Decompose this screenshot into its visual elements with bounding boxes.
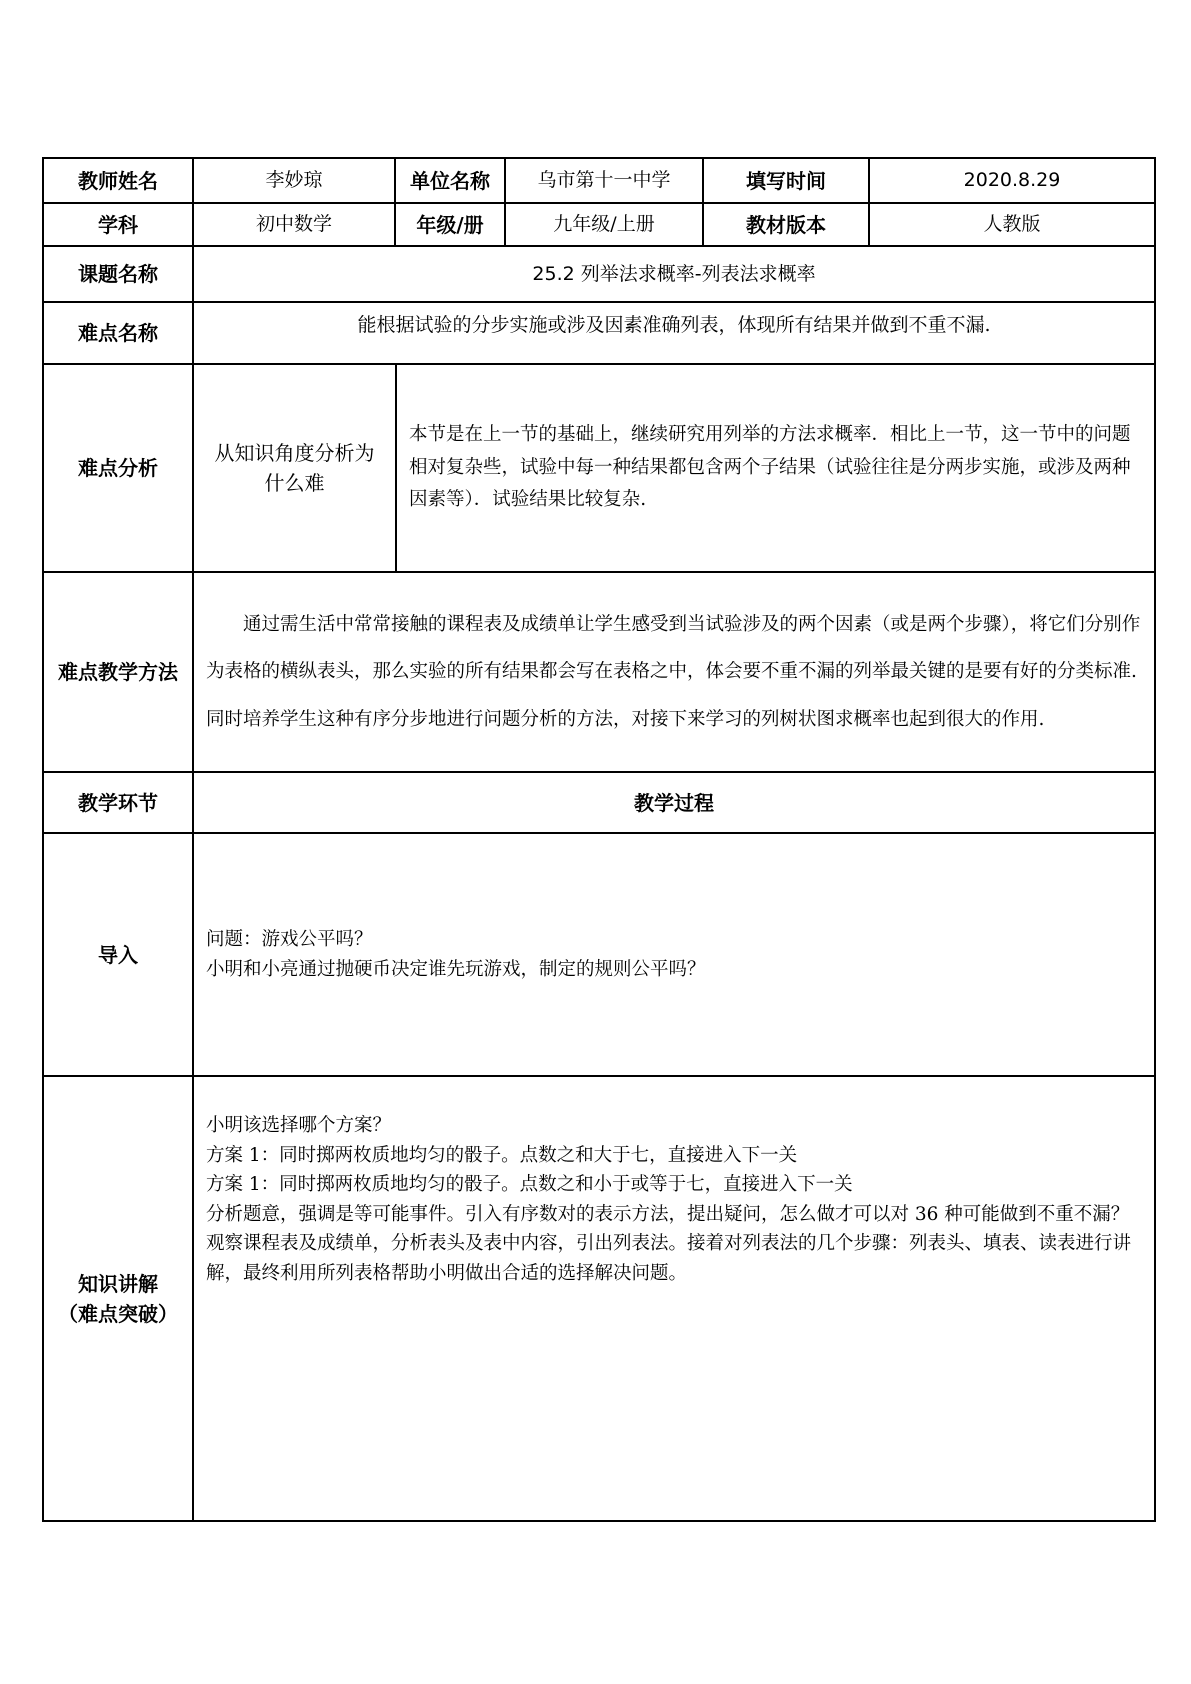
difficulty-label: 难点名称 xyxy=(44,303,194,363)
teacher-label: 教师姓名 xyxy=(44,159,194,202)
topic-row xyxy=(44,247,1154,303)
subject-value: 初中数学 xyxy=(194,204,396,245)
difficulty-row xyxy=(44,303,1154,365)
analysis-sub-label: 从知识角度分析为什么难 xyxy=(194,365,397,571)
fill-time-label: 填写时间 xyxy=(704,159,870,202)
intro-content xyxy=(194,834,1154,1075)
explain-label xyxy=(44,1077,194,1520)
grade-label: 年级/册 xyxy=(396,204,506,245)
process-label: 教学过程 xyxy=(634,790,714,815)
lesson-plan-table xyxy=(42,157,1156,1522)
explain-line: 方案 1：同时掷两枚质地均匀的骰子。点数之和小于或等于七，直接进入下一关 xyxy=(206,1174,853,1196)
unit-value: 乌市第十一中学 xyxy=(506,159,704,202)
explain-line: 小明该选择哪个方案？ xyxy=(206,1115,392,1136)
stage-label: 教学环节 xyxy=(44,773,194,832)
edition-label: 教材版本 xyxy=(704,204,870,245)
method-label: 难点教学方法 xyxy=(44,573,194,771)
intro-label: 导入 xyxy=(44,834,194,1075)
explain-line: 方案 1：同时掷两枚质地均匀的骰子。点数之和大于七，直接进入下一关 xyxy=(206,1144,798,1166)
intro-row xyxy=(44,834,1154,1077)
unit-label: 单位名称 xyxy=(396,159,506,202)
grade-value: 九年级/上册 xyxy=(506,204,704,245)
analysis-text: 本节是在上一节的基础上，继续研究用列举的方法求概率．相比上一节，这一节中的问题相对复杂些，试验中每一种结果都包含两个子结果（试验往往是分两步实施，或涉及两种因素等）．试验结果比较复杂. xyxy=(409,424,1131,511)
analysis-row xyxy=(44,365,1154,573)
explain-row xyxy=(44,1077,1154,1520)
analysis-label: 难点分析 xyxy=(44,365,194,571)
intro-line: 小明和小亮通过抛硬币决定谁先玩游戏，制定的规则公平吗？ xyxy=(206,958,706,980)
method-text: 通过需生活中常常接触的课程表及成绩单让学生感受到当试验涉及的两个因素（或是两个步骤），将它们分别作为表格的横纵表头，那么实验的所有结果都会写在表格之中，体会要不重不漏的列举最关键的是要有好的分类标准.同时培养学生这种有序分步地进行问题分析的方法，对接下来学习的列树状图求概率也起到很大的作用. xyxy=(206,614,1141,730)
edition-value: 人教版 xyxy=(983,213,1041,236)
intro-line: 问题：游戏公平吗？ xyxy=(206,928,373,950)
method-row xyxy=(44,573,1154,773)
header-row-2 xyxy=(44,204,1154,247)
topic-value: 25.2 列举法求概率-列表法求概率 xyxy=(532,262,816,285)
subject-label: 学科 xyxy=(44,204,194,245)
difficulty-value: 能根据试验的分步实施或涉及因素准确列表，体现所有结果并做到不重不漏. xyxy=(357,314,991,336)
header-row-1 xyxy=(44,159,1154,204)
explain-line: 分析题意，强调是等可能事件。引入有序数对的表示方法，提出疑问，怎么做才可以对 36 种可能做到不重不漏？观察课程表及成绩单，分析表头及表中内容，引出列表法。接着对列表法的几个步骤：列表头、填表、读表进行讲解，最终利用所列表格帮助小明做出合适的选择解决问题。 xyxy=(206,1203,1132,1284)
teacher-value: 李妙琼 xyxy=(194,159,396,202)
explain-content xyxy=(194,1077,1154,1520)
process-header-row xyxy=(44,773,1154,834)
fill-time-value: 2020.8.29 xyxy=(963,169,1061,192)
explain-label-line-2: （难点突破） xyxy=(58,1301,178,1326)
topic-label: 课题名称 xyxy=(44,247,194,301)
explain-label-line-1: 知识讲解 xyxy=(78,1271,158,1296)
